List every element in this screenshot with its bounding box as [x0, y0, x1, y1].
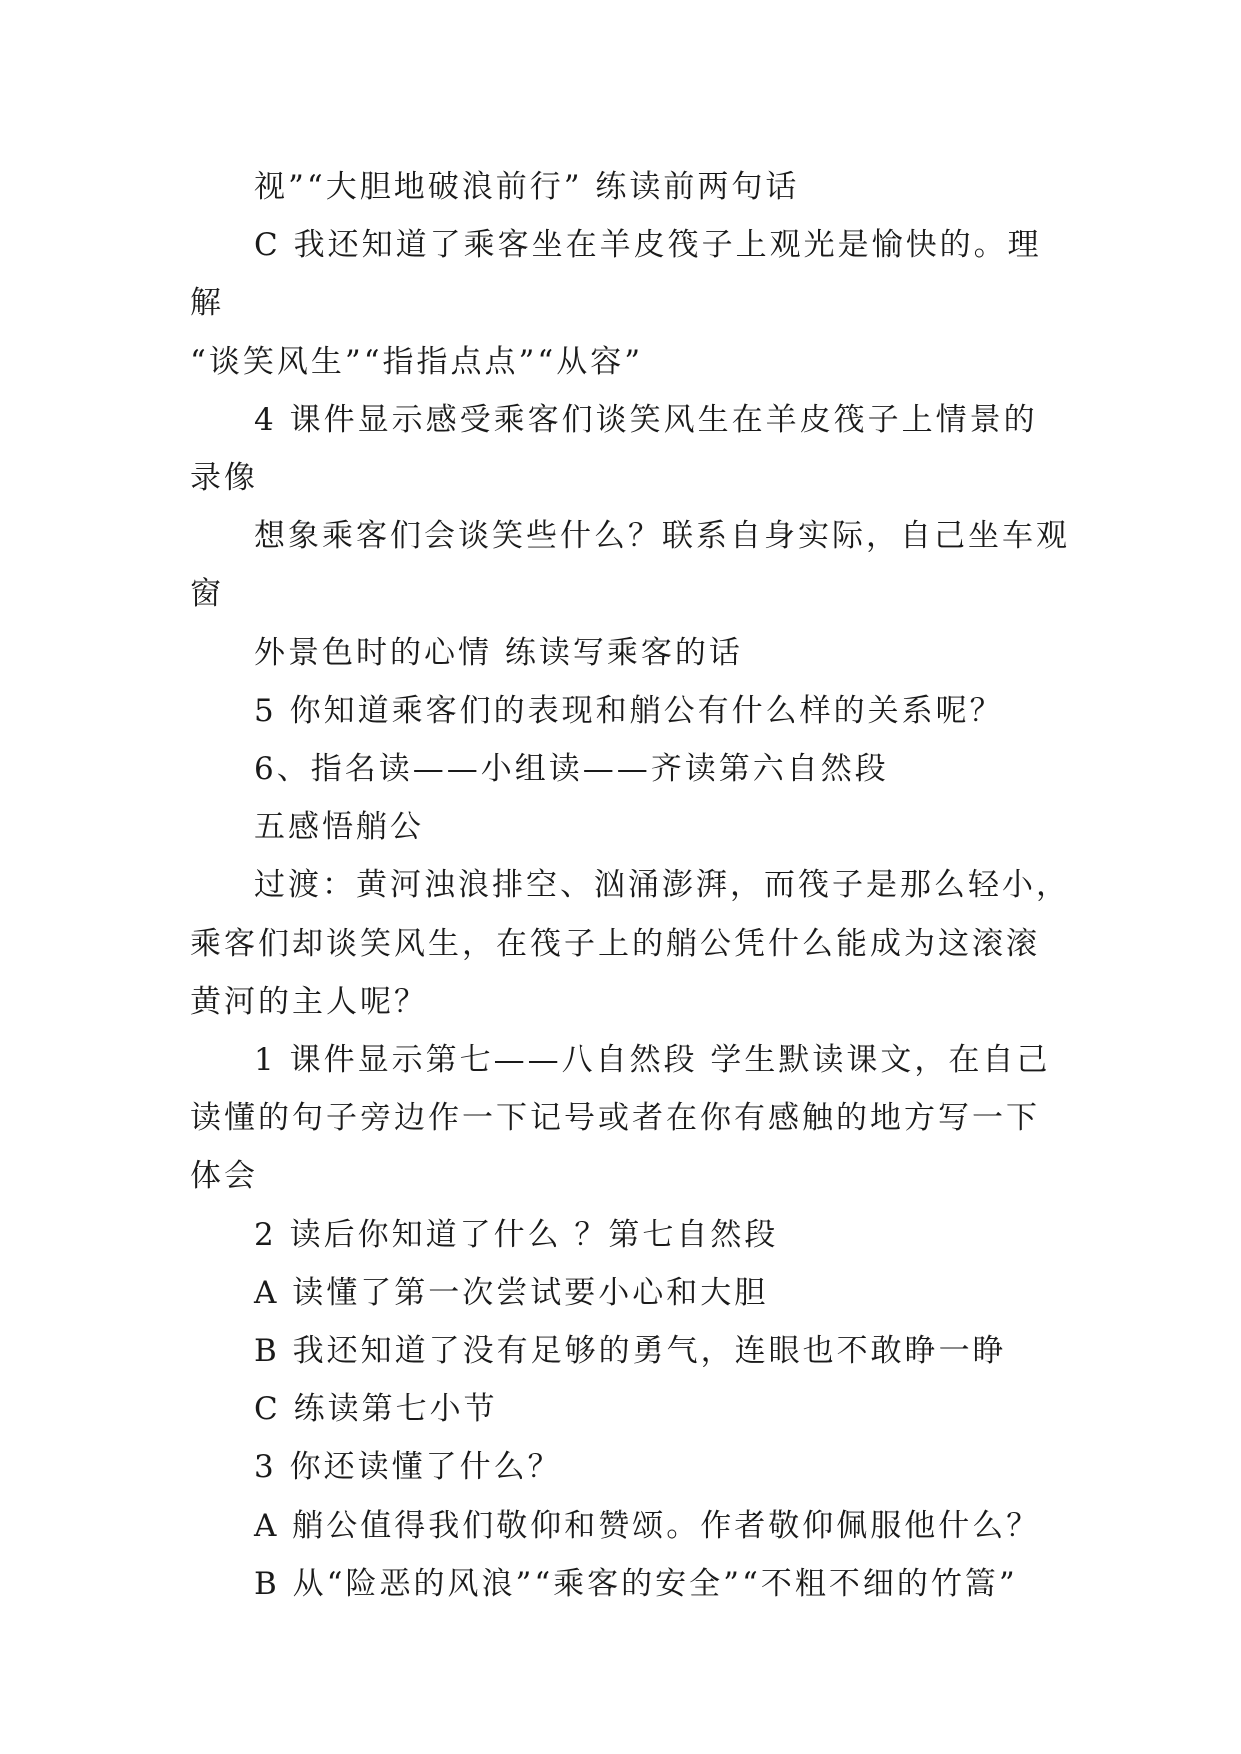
paragraph-14: B 我还知道了没有足够的勇气，连眼也不敢睁一睁 [254, 1333, 1007, 1370]
paragraph-4: 4 课件显示感受乘客们谈笑风生在羊皮筏子上情景的录像 [190, 401, 1038, 497]
paragraph-16: 3 你还读懂了什么？ [254, 1449, 562, 1486]
paragraph-7: 5 你知道乘客们的表现和艄公有什么样的关系呢？ [254, 692, 1004, 729]
paragraph-18: B 从“险恶的风浪”“乘客的安全”“不粗不细的竹篙” [254, 1565, 1018, 1602]
section-heading: 五感悟艄公 [254, 809, 424, 846]
paragraph-10: 过渡：黄河浊浪排空、汹涌澎湃，而筏子是那么轻小，乘客们却谈笑风生，在筏子上的艄公凭什么能成为这滚滚黄河的主人呢？ [190, 867, 1070, 1020]
document-body [190, 158, 1070, 1613]
paragraph-1: 视”“大胆地破浪前行” 练读前两句话 [254, 169, 800, 205]
paragraph-2: C 我还知道了乘客坐在羊皮筏子上观光是愉快的。理解 [190, 227, 1042, 322]
paragraph-3: “谈笑风生”“指指点点”“从容” [190, 343, 644, 380]
paragraph-5: 想象乘客们会谈笑些什么？联系自身实际，自己坐车观窗 [190, 518, 1070, 613]
paragraph-8: 6、指名读——小组读——齐读第六自然段 [254, 751, 889, 788]
paragraph-12: 2 读后你知道了什么 ？第七自然段 [254, 1216, 779, 1253]
paragraph-13: A 读懂了第一次尝试要小心和大胆 [254, 1274, 769, 1311]
paragraph-15: C 练读第七小节 [254, 1391, 498, 1428]
paragraph-17: A 艄公值得我们敬仰和赞颂。作者敬仰佩服他什么？ [254, 1507, 1041, 1544]
paragraph-11: 1 课件显示第七——八自然段 学生默读课文，在自己读懂的句子旁边作一下记号或者在你有感触的地方写一下体会 [190, 1042, 1051, 1195]
paragraph-6: 外景色时的心情 练读写乘客的话 [254, 634, 743, 671]
